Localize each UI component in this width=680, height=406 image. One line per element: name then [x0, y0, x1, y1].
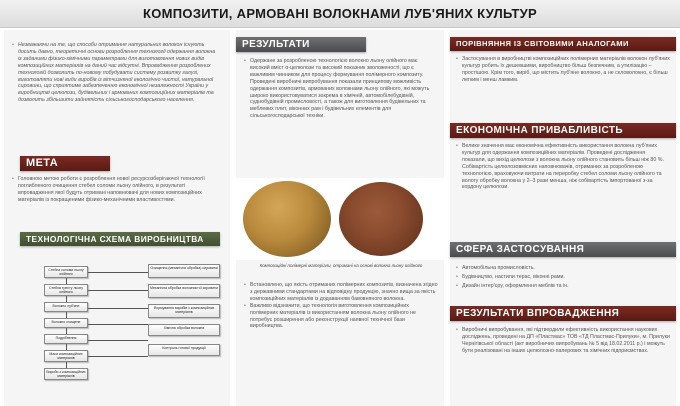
composite-sample-photo-dark — [339, 182, 423, 256]
scheme-connector — [88, 324, 148, 325]
scheme-box: Стебла соломи льону олійного — [44, 266, 88, 278]
intro-text: • Незважаючи на те, що способи отримання натуральних волокон існують досить давно, теоретичні основи розроблення технології одержання волокна із заданими фізико-хімічними параметрами для виготовлення нових видів композиційних матеріалів на даний час відсутні. Впровадження розроблених технологій дозволить по-новому побудувати систему розвитку галузі, виготовляти нові види виробів із вітчизняної екологічно чистої, натуральної сировини, що сприятиме забезпеченню економічної незалежності України у виробництві целюлози, будівельних і армованих композиційних матеріалів та дозволить збільшити зайнятість сільськогосподарського населення. — [12, 42, 218, 104]
scheme-connector — [88, 356, 148, 357]
scheme-connector — [88, 272, 148, 273]
scheme-box: Хімічна обробка волокна — [148, 324, 220, 336]
scheme-connector — [66, 328, 67, 334]
scheme-box: Волокно луб'яне — [44, 302, 88, 312]
scheme-box: Подрібнення — [44, 334, 88, 344]
scheme-connector — [66, 312, 67, 318]
scheme-connector — [66, 344, 67, 350]
comparison-text: • Застосування в виробництві композиційних полімерних матеріалів волокон луб'яних культур робить їх дешевшими, виробництво більш безпечним, а утилізацію – простішою. Крім того, виріб, що містить луб'яне волокно, а не скловолокно, є більш легким і менш ламким. — [456, 56, 670, 84]
scheme-box: Очищення (механічна обробка) сировини — [148, 264, 220, 278]
application-list: • Автомобільна промисловість. • Будівництво, настили терас, віконні рами. • Дизайн інтер'єру, оформлення меблів та ін. — [456, 264, 670, 291]
scheme-connector — [66, 278, 67, 284]
scheme-box: Волокно очищене — [44, 318, 88, 328]
photo-caption: Композиційні полімерні матеріали, отримані на основі волокна льону олійного — [259, 263, 423, 268]
economic-text: • Велике значення має економічна ефективність використання волокна луб'яних культур для одержання композиційних матеріалів. Проведені дослідження показали, що вихід целюлози з волокна льону олійного становить більш ніж 80 %. Собівартість целюлозовмісних наповнювачів, отриманих за розробленою технологією, враховуючи витрати на переробку стебел соломи льону олійного та вологу обробку волокна у 2–3 рази менша, ніж собівартість імпортованої з-за кордону целюлози. — [456, 143, 670, 191]
scheme-connector — [66, 362, 67, 368]
production-scheme-diagram — [30, 258, 224, 386]
composite-sample-photo-light — [243, 181, 331, 257]
economic-heading: ЕКОНОМІЧНА ПРИВАБЛИВІСТЬ — [450, 123, 676, 138]
title-bar — [0, 0, 680, 28]
scheme-connector — [88, 340, 148, 341]
scheme-heading: ТЕХНОЛОГІЧНА СХЕМА ВИРОБНИЦТВА — [20, 232, 220, 246]
comparison-heading: ПОРІВНЯННЯ ІЗ СВІТОВИМИ АНАЛОГАМИ — [450, 37, 676, 51]
scheme-connector — [88, 290, 148, 291]
results-heading: РЕЗУЛЬТАТИ — [236, 37, 366, 52]
implementation-text: • Виробничі випробування, які підтвердили ефективність використання наукових досліджень, проведені на ДП «Пластмас» ТОВ «ТД Пластмас-Прилуки», м. Прилуки Чернігівської області (акт виробничих випробувань № 5 від 18.02.2011 р.) і можуть бути реалізовані на інших целюлозно-паперових та хімічних підприємствах. — [456, 327, 670, 355]
scheme-box: Механічна обробка волокнистої сировини — [148, 284, 220, 298]
implementation-heading: РЕЗУЛЬТАТИ ВПРОВАДЖЕННЯ — [450, 306, 676, 321]
scheme-box: Стебла тресту льону олійного — [44, 284, 88, 296]
scheme-connector — [88, 308, 148, 309]
meta-text: • Головною метою роботи є розроблення нової ресурсозберігаючої технології поглибленого очищення стебел соломи льону олійного, в результаті впровадження якої будуть отримані наповнювачі для нових композиційних матеріалів із покращеними фізико-механічними властивостями. — [12, 176, 218, 204]
application-heading: СФЕРА ЗАСТОСУВАННЯ — [450, 242, 676, 257]
scheme-connector — [66, 296, 67, 302]
meta-heading: МЕТА — [20, 156, 110, 171]
scheme-box: Контроль готової продукції — [148, 344, 220, 356]
results-text-2: • Встановлено, що якість отриманих полімерних композитів, визначена згідно з державними стандартами на відповідну продукцію, значно вища за якість композиційних матеріалів із додаванням бавовняного волокна. • Важливо відзначити, що технологія виготовлення композиційних полімерних матеріалів із використанням волокна льону олійного не потребує розширення або реконструкції наявної технічної бази виробництва. — [244, 282, 438, 330]
results-text: • Одержане за розробленою технологією волокно льону олійного має високий вміст α-целюлози та високий показник зволоженості, що є важливим чинником для процесу формування полімерного композиту. Проведені виробничі випробування показали принципову можливість одержання композитів, армованих волокнами льону олійного, які можуть широко використовуватися зокрема в хімічній, автомобілебудівній, суднобудівній промисловості, а також для виготовлення будівельних та меблевих плит, віконних рам і будівельних елементів для сільськогосподарської техніки. — [244, 58, 438, 120]
scheme-box: Маса композиційних матеріалів — [44, 350, 88, 362]
poster-title: КОМПОЗИТИ, АРМОВАНІ ВОЛОКНАМИ ЛУБ'ЯНИХ КУЛЬТУР — [143, 6, 537, 21]
scheme-box: Вироби з композиційних матеріалів — [44, 368, 88, 380]
scheme-box: Формування виробів з композиційних матеріалів — [148, 304, 220, 318]
